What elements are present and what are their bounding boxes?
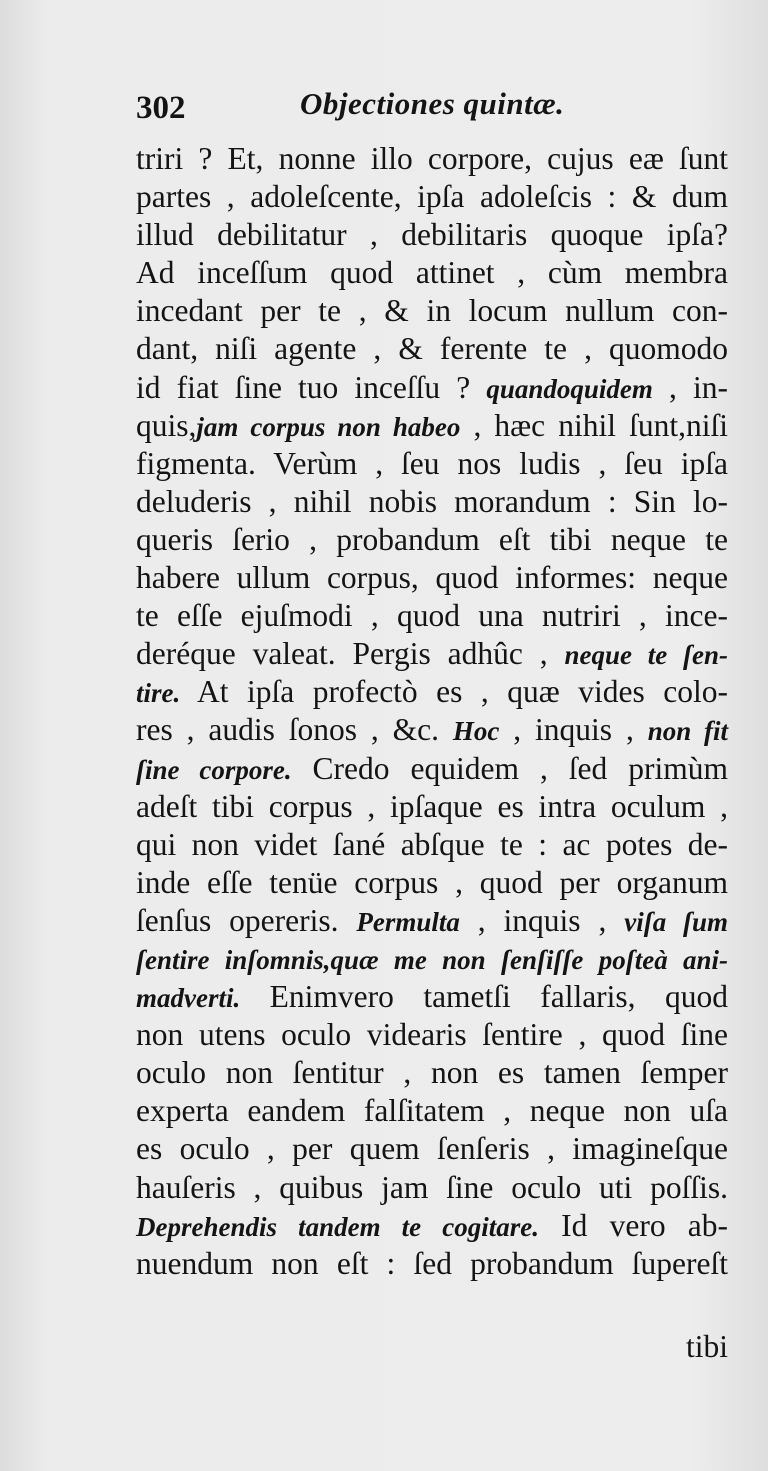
- text-segment: Enimvero tametſi fallaris, quod: [240, 979, 728, 1015]
- text-line: [136, 902, 728, 940]
- text-line: [136, 140, 728, 178]
- text-segment: queris ſerio , probandum eſt tibi neque te: [136, 521, 728, 557]
- text-segment: triri ? Et, nonne illo corpore, cujus eæ ſunt: [136, 141, 728, 176]
- text-line: [136, 940, 728, 978]
- text-segment: , hæc nihil ſunt,niſi: [460, 407, 728, 443]
- text-line: [136, 330, 728, 368]
- text-line: [136, 1207, 728, 1245]
- text-segment: id fiat ſine tuo inceſſu ?: [136, 369, 487, 405]
- text-segment: dant, niſi agente , & ferente te , quomodo: [136, 331, 728, 367]
- text-line: [136, 826, 728, 864]
- text-segment: illud debilitatur , debilitaris quoque ipſa?: [136, 217, 728, 253]
- text-line: [136, 673, 728, 711]
- text-segment: deréque valeat. Pergis adhûc ,: [136, 636, 565, 672]
- italic-text-segment: viſa ſum: [624, 906, 728, 937]
- text-line: [136, 292, 728, 330]
- italic-text-segment: tire.: [136, 678, 181, 709]
- text-line: [136, 559, 728, 597]
- text-line: [136, 788, 728, 826]
- text-segment: figmenta. Verùm , ſeu nos ludis , ſeu ipſa: [136, 445, 728, 481]
- text-segment: deluderis , nihil nobis morandum : Sin lo-: [136, 483, 728, 519]
- text-segment: nuendum non eſt : ſed probandum ſupereſt: [136, 1245, 728, 1281]
- text-segment: inde eſſe tenüe corpus , quod per organum: [136, 864, 728, 900]
- text-segment: oculo non ſentitur , non es tamen ſemper: [136, 1055, 728, 1091]
- text-line: [136, 445, 728, 483]
- text-line: [136, 1054, 728, 1092]
- text-line: [136, 711, 728, 749]
- italic-text-segment: quandoquidem: [486, 373, 653, 404]
- text-segment: es oculo , per quem ſenſeris , imagineſque: [136, 1131, 728, 1167]
- text-segment: quis,: [136, 407, 197, 443]
- text-line: [136, 1245, 728, 1283]
- page-header: [136, 86, 596, 134]
- text-segment: Id vero ab-: [538, 1207, 728, 1243]
- italic-text-segment: jam corpus non habeo: [196, 411, 461, 442]
- italic-text-segment: madverti.: [136, 983, 241, 1014]
- text-segment: , in-: [652, 369, 728, 405]
- text-segment: res , audis ſonos , &c.: [136, 712, 453, 748]
- text-segment: Credo equidem , ſed primùm: [291, 750, 728, 786]
- text-segment: experta eandem falſitatem , neque non uſa: [136, 1093, 728, 1129]
- text-segment: adeſt tibi corpus , ipſaque es intra oculum ,: [136, 788, 728, 824]
- text-line: [136, 216, 728, 254]
- text-line: [136, 978, 728, 1016]
- text-line: [136, 483, 728, 521]
- text-segment: non utens oculo videaris ſentire , quod ſine: [136, 1017, 728, 1053]
- text-line: [136, 1092, 728, 1130]
- text-segment: ſenſus opereris.: [136, 902, 357, 938]
- text-line: [136, 369, 728, 407]
- italic-text-segment: Deprehendis tandem te cogitare.: [136, 1211, 539, 1242]
- text-line: [136, 1169, 728, 1207]
- text-segment: te eſſe ejuſmodi , quod una nutriri , ince-: [136, 598, 728, 634]
- italic-text-segment: ſentire inſomnis,quæ me non ſenſiſſe poſteà ani-: [136, 944, 728, 975]
- text-line: [136, 864, 728, 902]
- text-line: [136, 1130, 728, 1168]
- text-line: [136, 1016, 728, 1054]
- text-segment: qui non videt ſané abſque te : ac potes de-: [136, 826, 728, 862]
- italic-text-segment: non fit: [647, 716, 729, 747]
- text-segment: At ipſa profectò es , quæ vides colo-: [180, 674, 728, 710]
- text-segment: habere ullum corpus, quod informes: neque: [136, 560, 728, 596]
- text-segment: incedant per te , & in locum nullum con-: [136, 293, 728, 329]
- text-segment: partes , adoleſcente, ipſa adoleſcis : & dum: [136, 179, 728, 215]
- text-line: [136, 597, 728, 635]
- text-line: [136, 407, 728, 445]
- italic-text-segment: Permulta: [356, 906, 460, 937]
- italic-text-segment: neque te ſen-: [564, 640, 729, 671]
- italic-text-segment: Hoc: [452, 716, 500, 747]
- text-line: [136, 750, 728, 788]
- text-line: [136, 521, 728, 559]
- text-line: [136, 635, 728, 673]
- catchword: tibi: [685, 1329, 728, 1364]
- running-title: Objectiones quintæ.: [300, 86, 565, 121]
- text-segment: , inquis ,: [459, 902, 625, 938]
- body-text: [136, 140, 728, 1283]
- text-segment: Ad inceſſum quod attinet , cùm membra: [136, 255, 728, 291]
- italic-text-segment: ſine corpore.: [136, 754, 292, 785]
- text-segment: , inquis ,: [499, 712, 648, 748]
- text-line: [136, 254, 728, 292]
- text-line: [136, 178, 728, 216]
- text-segment: hauſeris , quibus jam ſine oculo uti poſſis.: [136, 1169, 728, 1205]
- page-number: 302: [136, 90, 186, 126]
